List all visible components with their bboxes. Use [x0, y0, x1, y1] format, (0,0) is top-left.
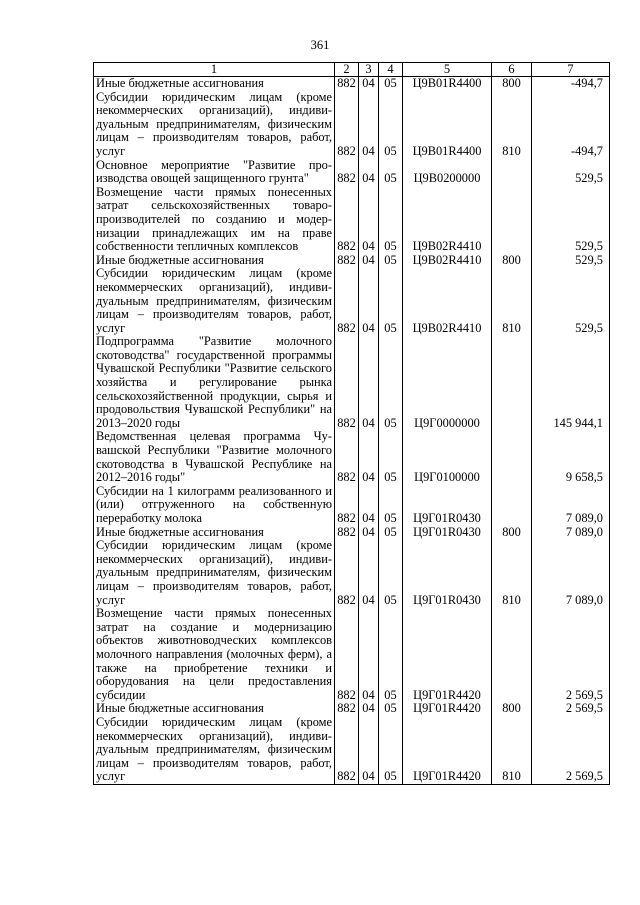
row-target-article: Ц9Г0100000 [403, 430, 492, 484]
row-name: Иные бюджетные ассигнования [94, 702, 335, 716]
row-subsection: 05 [379, 77, 403, 91]
row-expense-type [492, 485, 532, 526]
table-row [94, 430, 610, 484]
row-target-article: Ц9В02R4410 [403, 186, 492, 254]
row-ministry-code: 882 [335, 335, 359, 430]
row-expense-type: 800 [492, 526, 532, 540]
row-expense-type: 800 [492, 77, 532, 91]
header-col-7: 7 [532, 63, 610, 77]
table-body [94, 77, 610, 785]
row-amount: 2 569,5 [532, 716, 610, 784]
row-subsection: 05 [379, 186, 403, 254]
row-name: Основное мероприятие "Развитие производства овощей защищенного грунта" [94, 159, 335, 186]
table-row [94, 267, 610, 335]
row-ministry-code: 882 [335, 430, 359, 484]
row-target-article: Ц9В02R4410 [403, 267, 492, 335]
row-ministry-code: 882 [335, 159, 359, 186]
row-expense-type: 810 [492, 716, 532, 784]
header-row [94, 63, 610, 77]
row-section: 04 [359, 539, 379, 607]
row-subsection: 05 [379, 159, 403, 186]
row-subsection: 05 [379, 91, 403, 159]
budget-table [93, 62, 610, 785]
row-ministry-code: 882 [335, 607, 359, 702]
row-amount: 529,5 [532, 254, 610, 268]
row-expense-type: 800 [492, 254, 532, 268]
row-ministry-code: 882 [335, 716, 359, 784]
row-target-article: Ц9В01R4400 [403, 77, 492, 91]
row-name: Иные бюджетные ассигнования [94, 526, 335, 540]
row-section: 04 [359, 335, 379, 430]
row-ministry-code: 882 [335, 526, 359, 540]
row-section: 04 [359, 77, 379, 91]
row-subsection: 05 [379, 335, 403, 430]
row-target-article: Ц9Г0000000 [403, 335, 492, 430]
row-amount: 2 569,5 [532, 607, 610, 702]
row-target-article: Ц9В01R4400 [403, 91, 492, 159]
row-subsection: 05 [379, 485, 403, 526]
row-expense-type: 810 [492, 267, 532, 335]
row-subsection: 05 [379, 267, 403, 335]
row-section: 04 [359, 485, 379, 526]
row-amount: 7 089,0 [532, 526, 610, 540]
row-name: Подпрограмма "Развитие молочного скотоводства" государственной программы Чувашской Республики "Развитие сельского хозяйства и регулирование рынка сельскохозяйственной продукции, сырья и продовольствия Чувашской Республики" на 2013–2020 годы [94, 335, 335, 430]
row-target-article: Ц9Г01R0430 [403, 539, 492, 607]
row-name: Субсидии юридическим лицам (кроме некоммерческих организаций), индивидуальным предпринимателям, физическим лицам – производителям товаров, работ, услуг [94, 539, 335, 607]
row-ministry-code: 882 [335, 702, 359, 716]
row-amount: -494,7 [532, 77, 610, 91]
header-col-5: 5 [403, 63, 492, 77]
row-section: 04 [359, 526, 379, 540]
table-row [94, 485, 610, 526]
row-expense-type: 800 [492, 702, 532, 716]
row-target-article: Ц9Г01R0430 [403, 526, 492, 540]
row-amount: 529,5 [532, 159, 610, 186]
row-amount: 145 944,1 [532, 335, 610, 430]
row-ministry-code: 882 [335, 485, 359, 526]
row-expense-type [492, 159, 532, 186]
row-section: 04 [359, 702, 379, 716]
row-name: Иные бюджетные ассигнования [94, 254, 335, 268]
table-row [94, 159, 610, 186]
row-subsection: 05 [379, 539, 403, 607]
row-subsection: 05 [379, 526, 403, 540]
row-target-article: Ц9В0200000 [403, 159, 492, 186]
row-section: 04 [359, 159, 379, 186]
row-expense-type [492, 335, 532, 430]
header-col-2: 2 [335, 63, 359, 77]
row-expense-type: 810 [492, 539, 532, 607]
row-subsection: 05 [379, 607, 403, 702]
row-ministry-code: 882 [335, 267, 359, 335]
row-amount: 529,5 [532, 186, 610, 254]
row-name: Возмещение части прямых понесенных затрат на создание и модернизацию объектов животноводческих комплексов молочного направления (молочных ферм), а также на приобретение техники и оборудования на цели предоставления субсидии [94, 607, 335, 702]
page-number: 361 [310, 38, 330, 52]
row-target-article: Ц9Г01R4420 [403, 607, 492, 702]
row-expense-type [492, 186, 532, 254]
row-section: 04 [359, 430, 379, 484]
row-name: Субсидии на 1 килограмм реализованного и (или) отгруженного на собственную переработку молока [94, 485, 335, 526]
row-name: Возмещение части прямых понесенных затрат сельскохозяйственных товаропроизводителей по созданию и модернизации принадлежащих им на праве собственности тепличных комплексов [94, 186, 335, 254]
row-target-article: Ц9Г01R0430 [403, 485, 492, 526]
row-ministry-code: 882 [335, 254, 359, 268]
row-expense-type [492, 430, 532, 484]
row-section: 04 [359, 267, 379, 335]
row-section: 04 [359, 716, 379, 784]
header-col-4: 4 [379, 63, 403, 77]
row-name: Субсидии юридическим лицам (кроме некоммерческих организаций), индивидуальным предпринимателям, физическим лицам – производителям товаров, работ, услуг [94, 716, 335, 784]
row-ministry-code: 882 [335, 77, 359, 91]
table-row [94, 254, 610, 268]
row-name: Субсидии юридическим лицам (кроме некоммерческих организаций), индивидуальным предпринимателям, физическим лицам – производителям товаров, работ, услуг [94, 267, 335, 335]
row-amount: 529,5 [532, 267, 610, 335]
header-col-6: 6 [492, 63, 532, 77]
table-row [94, 702, 610, 716]
row-amount: 9 658,5 [532, 430, 610, 484]
row-subsection: 05 [379, 254, 403, 268]
table-row [94, 186, 610, 254]
row-section: 04 [359, 607, 379, 702]
row-subsection: 05 [379, 430, 403, 484]
row-section: 04 [359, 91, 379, 159]
table-row [94, 91, 610, 159]
table-row [94, 716, 610, 784]
row-target-article: Ц9Г01R4420 [403, 716, 492, 784]
table-row [94, 539, 610, 607]
row-ministry-code: 882 [335, 539, 359, 607]
row-subsection: 05 [379, 702, 403, 716]
row-target-article: Ц9Г01R4420 [403, 702, 492, 716]
row-amount: 2 569,5 [532, 702, 610, 716]
row-name: Субсидии юридическим лицам (кроме некоммерческих организаций), индивидуальным предпринимателям, физическим лицам – производителям товаров, работ, услуг [94, 91, 335, 159]
row-name: Иные бюджетные ассигнования [94, 77, 335, 91]
row-ministry-code: 882 [335, 91, 359, 159]
row-expense-type [492, 607, 532, 702]
header-col-3: 3 [359, 63, 379, 77]
table-row [94, 526, 610, 540]
table-row [94, 77, 610, 91]
row-ministry-code: 882 [335, 186, 359, 254]
table-row [94, 607, 610, 702]
row-subsection: 05 [379, 716, 403, 784]
table-row [94, 335, 610, 430]
row-section: 04 [359, 254, 379, 268]
row-amount: -494,7 [532, 91, 610, 159]
row-expense-type: 810 [492, 91, 532, 159]
row-target-article: Ц9В02R4410 [403, 254, 492, 268]
header-col-1: 1 [94, 63, 335, 77]
row-name: Ведомственная целевая программа Чувашской Республики "Развитие молочного скотоводства в Чувашской Республике на 2012–2016 годы" [94, 430, 335, 484]
row-amount: 7 089,0 [532, 539, 610, 607]
row-section: 04 [359, 186, 379, 254]
row-amount: 7 089,0 [532, 485, 610, 526]
